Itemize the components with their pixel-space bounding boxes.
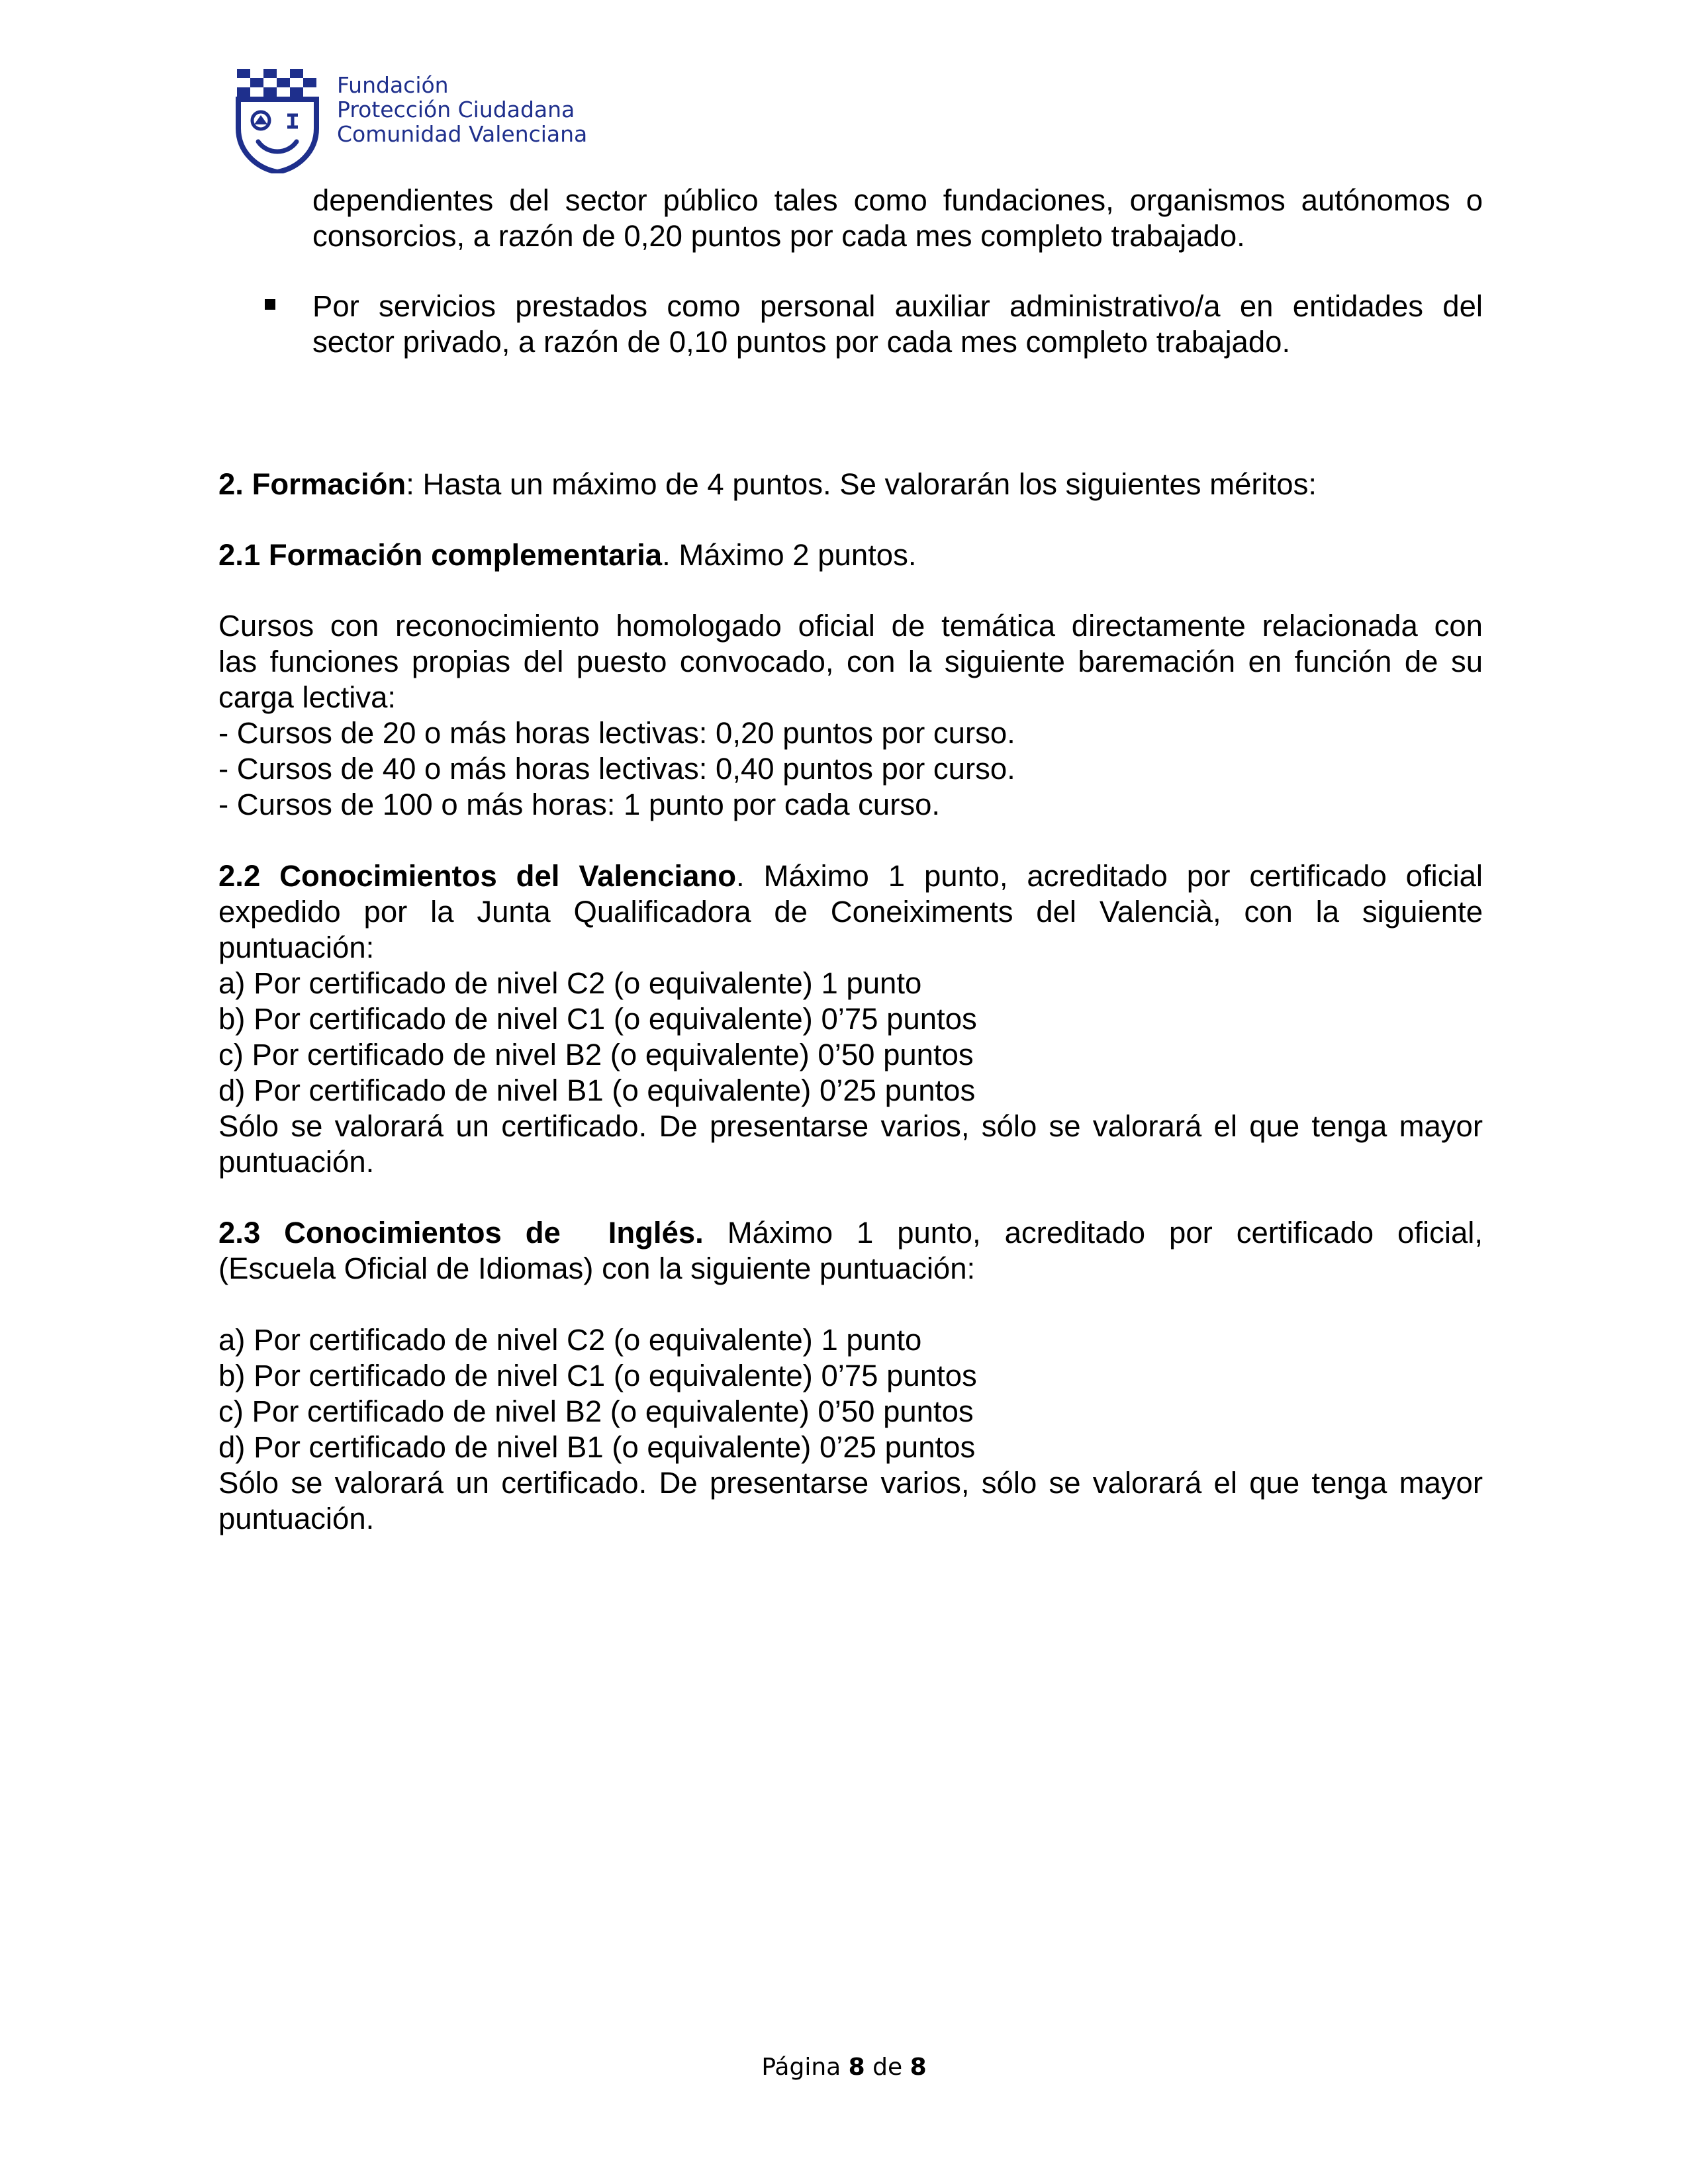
list-item: c) Por certificado de nivel B2 (o equivalente) 0’50 puntos: [218, 1038, 974, 1071]
footer-middle: de: [865, 2054, 910, 2081]
page-total: 8: [910, 2054, 927, 2081]
section-heading: 2.3 Conocimientos de Inglés.: [218, 1216, 704, 1250]
paragraph-line: carga lectiva:: [218, 680, 397, 714]
bullet-2: [312, 289, 1483, 360]
foundation-logo: [234, 68, 588, 173]
paragraph-line: sector privado, a razón de 0,10 puntos por cada mes completo trabajado.: [312, 325, 1291, 359]
bullet-marker: [265, 299, 275, 310]
section-text: . Máximo 1 punto, acreditado por certificado oficial: [736, 859, 1483, 893]
section-text: : Hasta un máximo de 4 puntos. Se valorarán los siguientes méritos:: [406, 467, 1317, 501]
paragraph-line: expedido por la Junta Qualificadora de Coneiximents del Valencià, con la siguiente: [218, 895, 1483, 929]
paragraph-line: Sólo se valorará un certificado. De presentarse varios, sólo se valorará el que tenga mayor: [218, 1466, 1483, 1500]
section-heading: 2. Formación: [218, 467, 406, 501]
logo-text: [337, 73, 587, 146]
list-item: - Cursos de 40 o más horas lectivas: 0,40 puntos por curso.: [218, 752, 1015, 786]
list-item: a) Por certificado de nivel C2 (o equivalente) 1 punto: [218, 1323, 922, 1357]
logo-line-1: Fundación: [337, 72, 449, 98]
shield-face-icon: [234, 68, 320, 173]
section-2-3: [218, 1215, 1483, 1537]
paragraph-line: puntuación.: [218, 1502, 375, 1535]
paragraph-line: dependientes del sector público tales como fundaciones, organismos autónomos o: [312, 183, 1483, 217]
paragraph-line: Cursos con reconocimiento homologado oficial de temática directamente relacionada con: [218, 609, 1483, 643]
section-text: Máximo 1 punto, acreditado por certificado oficial,: [703, 1216, 1483, 1250]
section-2-1: [218, 537, 1483, 573]
section-heading: 2.2 Conocimientos del Valenciano: [218, 859, 737, 893]
list-item: - Cursos de 20 o más horas lectivas: 0,20 puntos por curso.: [218, 716, 1015, 750]
paragraph-line: puntuación.: [218, 1145, 375, 1179]
paragraph-line: consorcios, a razón de 0,20 puntos por cada mes completo trabajado.: [312, 219, 1245, 253]
formacion-paragraph: [218, 467, 1483, 502]
list-item: c) Por certificado de nivel B2 (o equivalente) 0’50 puntos: [218, 1394, 974, 1428]
paragraph-line: las funciones propias del puesto convocado, con la siguiente baremación en función de su: [218, 645, 1483, 678]
paragraph-line: (Escuela Oficial de Idiomas) con la siguiente puntuación:: [218, 1251, 976, 1285]
list-item: d) Por certificado de nivel B1 (o equivalente) 0’25 puntos: [218, 1073, 976, 1107]
section-2-2: [218, 858, 1483, 1180]
paragraph-line: puntuación:: [218, 931, 375, 964]
page-footer: [0, 2054, 1688, 2081]
list-item: b) Por certificado de nivel C1 (o equivalente) 0’75 puntos: [218, 1359, 977, 1392]
page-number: 8: [848, 2054, 865, 2081]
logo-line-2: Protección Ciudadana: [337, 97, 575, 122]
list-item: d) Por certificado de nivel B1 (o equivalente) 0’25 puntos: [218, 1430, 976, 1464]
section-heading: 2.1 Formación complementaria: [218, 538, 663, 572]
bullet-1-continuation: [312, 183, 1483, 254]
section-text: . Máximo 2 puntos.: [662, 538, 917, 572]
list-item: - Cursos de 100 o más horas: 1 punto por cada curso.: [218, 788, 941, 821]
logo-line-3: Comunidad Valenciana: [337, 121, 588, 147]
list-item: b) Por certificado de nivel C1 (o equivalente) 0’75 puntos: [218, 1002, 977, 1036]
paragraph-line: Por servicios prestados como personal auxiliar administrativo/a en entidades del: [312, 289, 1483, 323]
cursos-paragraph: [218, 608, 1483, 823]
paragraph-line: Sólo se valorará un certificado. De presentarse varios, sólo se valorará el que tenga mayor: [218, 1109, 1483, 1143]
list-item: a) Por certificado de nivel C2 (o equivalente) 1 punto: [218, 966, 922, 1000]
footer-prefix: Página: [761, 2054, 849, 2081]
